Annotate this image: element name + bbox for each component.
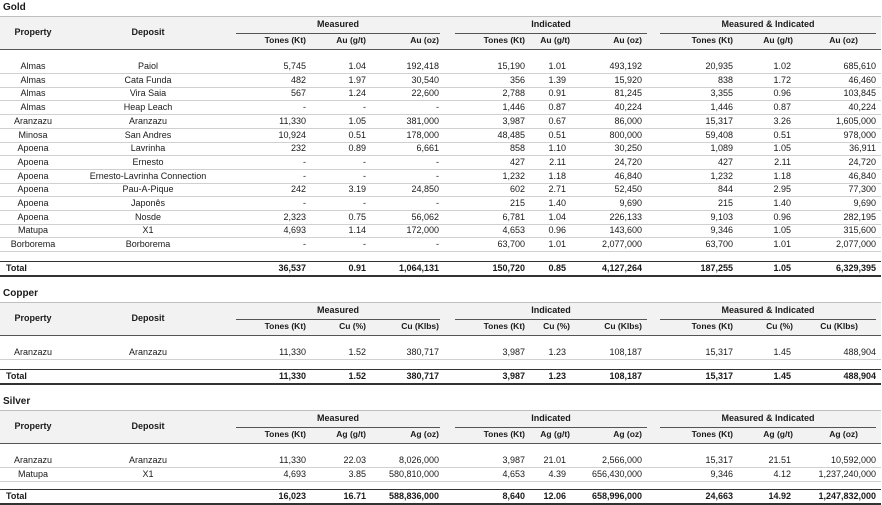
table-cell: 192,418 (406, 61, 439, 71)
total-cell: Total (6, 371, 27, 381)
table-cell: 1,446 (502, 102, 525, 113)
table-cell: 2,077,000 (835, 239, 876, 250)
table-cell: 1.04 (548, 211, 566, 222)
table-cell: 488,904 (843, 347, 876, 357)
table-cell: 282,195 (843, 211, 876, 222)
table-cell: 59,408 (705, 129, 733, 140)
table-cell: - (436, 198, 439, 208)
table-cell: 3.85 (348, 468, 366, 479)
table-cell: Apoena (17, 156, 49, 167)
silver-header-indicated: Indicated (531, 413, 571, 423)
table-cell: X1 (142, 468, 154, 479)
table-cell: 52,450 (614, 184, 642, 195)
total-cell: 3,987 (502, 371, 525, 381)
table-cell: 15,317 (705, 455, 733, 465)
table-cell: Almas (20, 88, 46, 99)
table-cell: 0.89 (348, 143, 366, 154)
gold-title: Gold (3, 2, 26, 13)
total-cell: 588,836,000 (388, 491, 439, 501)
table-cell: - (363, 170, 366, 181)
table-cell: 3,987 (502, 115, 525, 126)
silver-group-rule (660, 427, 876, 428)
table-row (0, 170, 881, 184)
gold-subheader: Tones (Kt) (691, 35, 733, 45)
table-cell: 9,690 (619, 198, 642, 208)
table-cell: 36,911 (849, 143, 876, 154)
gold-header-property: Property (14, 27, 52, 37)
table-row (0, 238, 881, 252)
table-cell: 427 (509, 156, 525, 167)
gold-subheader: Au (oz) (829, 35, 858, 45)
table-cell: 11,330 (279, 455, 306, 465)
table-cell: 380,717 (406, 347, 439, 357)
table-cell: 178,000 (406, 129, 439, 140)
table-cell: 3,355 (710, 88, 733, 99)
table-cell: 6,661 (416, 143, 439, 154)
table-cell: 0.87 (773, 102, 791, 113)
table-row (0, 115, 881, 129)
table-cell: Aranzazu (13, 115, 53, 126)
silver-subheader: Tones (Kt) (264, 429, 306, 439)
table-cell: 800,000 (609, 129, 642, 140)
table-cell: 0.75 (348, 211, 366, 222)
table-cell: 9,346 (710, 468, 733, 479)
table-cell: 11,330 (279, 347, 306, 357)
table-row (0, 211, 881, 225)
table-cell: 8,026,000 (398, 455, 439, 465)
total-cell: 12.06 (543, 491, 566, 501)
table-cell: Almas (20, 61, 46, 71)
table-cell: 1,605,000 (835, 115, 876, 126)
table-cell: 2.95 (773, 184, 791, 195)
table-cell: 844 (717, 184, 733, 195)
gold-subheader: Au (g/t) (540, 35, 570, 45)
table-row (0, 454, 881, 468)
silver-subheader: Ag (g/t) (763, 429, 793, 439)
table-cell: - (436, 156, 439, 167)
total-cell: 1.05 (773, 263, 791, 273)
table-cell: Apoena (17, 184, 49, 195)
table-cell: 11,330 (279, 115, 306, 126)
table-cell: Aranzazu (13, 455, 53, 465)
table-cell: Apoena (17, 143, 49, 154)
silver-subheader: Tones (Kt) (483, 429, 525, 439)
table-cell: 1.18 (548, 170, 566, 181)
copper-subheader: Tones (Kt) (264, 321, 306, 331)
table-cell: X1 (142, 225, 154, 236)
table-cell: 24,720 (848, 156, 876, 167)
table-cell: 427 (717, 156, 733, 167)
table-cell: 20,935 (705, 61, 733, 71)
table-cell: 215 (717, 198, 733, 208)
table-cell: Aranzazu (128, 455, 168, 465)
total-cell: 11,330 (278, 371, 306, 381)
table-cell: 1.40 (548, 198, 566, 208)
silver-subheader: Ag (oz) (829, 429, 858, 439)
table-cell: Vira Saia (129, 88, 167, 99)
silver-header-measured: Measured (316, 413, 360, 423)
silver-total-row (0, 489, 881, 505)
table-cell: 1.05 (773, 225, 791, 236)
table-row (0, 183, 881, 197)
table-cell: 356 (509, 74, 525, 85)
table-cell: 15,190 (497, 61, 525, 71)
table-cell: 4,653 (502, 468, 525, 479)
copper-header-measured: Measured (316, 305, 360, 315)
total-cell: 4,127,264 (601, 263, 642, 273)
table-cell: 2,077,000 (601, 239, 642, 250)
table-cell: - (303, 102, 306, 113)
table-cell: 9,103 (710, 211, 733, 222)
table-cell: 24,720 (614, 156, 642, 167)
table-cell: 1,237,240,000 (818, 468, 876, 479)
table-cell: 3.19 (348, 184, 366, 195)
gold-subheader: Au (g/t) (763, 35, 793, 45)
copper-subheader: Cu (Klbs) (820, 321, 858, 331)
table-cell: - (436, 102, 439, 113)
table-cell: Aranzazu (128, 115, 168, 126)
total-cell: 24,663 (705, 491, 733, 501)
table-cell: 30,540 (411, 74, 439, 85)
total-cell: 6,329,395 (835, 263, 876, 273)
copper-group-rule (455, 319, 647, 320)
table-cell: 0.51 (548, 129, 566, 140)
table-cell: Matupa (17, 225, 49, 236)
table-cell: 493,192 (609, 61, 642, 71)
total-cell: 488,904 (843, 371, 876, 381)
copper-subheader: Cu (%) (766, 321, 793, 331)
table-cell: Minosa (18, 129, 48, 140)
table-cell: - (303, 156, 306, 167)
total-cell: 1,064,131 (398, 263, 439, 273)
table-cell: Almas (20, 102, 46, 113)
table-cell: 30,250 (614, 143, 642, 154)
copper-header-deposit: Deposit (131, 313, 165, 323)
gold-header-deposit: Deposit (131, 27, 165, 37)
table-cell: Heap Leach (123, 102, 173, 113)
table-cell: 1,089 (710, 143, 733, 154)
table-cell: 3.26 (773, 115, 791, 126)
table-cell: 2.11 (549, 156, 566, 167)
table-cell: 1.39 (548, 74, 566, 85)
table-cell: 1.01 (548, 239, 566, 250)
copper-subheader: Tones (Kt) (483, 321, 525, 331)
table-row (0, 346, 881, 360)
table-cell: 10,924 (278, 129, 306, 140)
table-cell: 63,700 (705, 239, 733, 250)
table-row (0, 129, 881, 143)
silver-title: Silver (3, 396, 31, 407)
table-cell: 1.97 (348, 74, 366, 85)
table-cell: 81,245 (614, 88, 642, 99)
table-cell: Paiol (137, 61, 158, 71)
table-cell: Ernesto (132, 156, 164, 167)
table-cell: 4.39 (548, 468, 566, 479)
table-cell: 215 (509, 198, 525, 208)
table-cell: 77,300 (848, 184, 876, 195)
copper-group-rule (660, 319, 876, 320)
table-cell: 1.02 (773, 61, 791, 71)
table-cell: 482 (290, 74, 306, 85)
table-cell: 22.03 (343, 455, 366, 465)
table-cell: 2,566,000 (601, 455, 642, 465)
table-cell: - (363, 239, 366, 250)
table-cell: Ernesto-Lavrinha Connection (89, 170, 207, 181)
gold-subheader: Au (g/t) (336, 35, 366, 45)
table-cell: - (363, 102, 366, 113)
table-cell: 48,485 (497, 129, 525, 140)
table-cell: 1.05 (348, 115, 366, 126)
silver-header-property: Property (14, 421, 52, 431)
copper-subheader: Cu (Klbs) (401, 321, 439, 331)
total-cell: 14.92 (768, 491, 791, 501)
table-cell: 46,840 (848, 170, 876, 181)
table-cell: 3,987 (502, 347, 525, 357)
table-row (0, 142, 881, 156)
table-cell: 1,232 (710, 170, 733, 181)
gold-header-measured: Measured (316, 19, 360, 29)
gold-subheader: Au (oz) (613, 35, 642, 45)
table-cell: 4,693 (283, 468, 306, 479)
copper-header-property: Property (14, 313, 52, 323)
table-cell: Apoena (17, 170, 49, 181)
table-cell: 86,000 (614, 115, 642, 126)
table-cell: Apoena (17, 198, 49, 208)
table-cell: - (303, 239, 306, 250)
gold-subheader: Tones (Kt) (264, 35, 306, 45)
table-cell: 15,317 (705, 347, 733, 357)
table-row (0, 101, 881, 115)
total-cell: 1.52 (348, 371, 366, 381)
table-cell: Almas (20, 74, 46, 85)
gold-group-rule (660, 33, 876, 34)
table-cell: 10,592,000 (830, 455, 876, 465)
table-cell: 1.40 (773, 198, 791, 208)
table-cell: 381,000 (406, 115, 439, 126)
table-cell: 0.91 (548, 88, 566, 99)
table-cell: 0.96 (548, 225, 566, 236)
table-cell: 0.51 (773, 129, 791, 140)
copper-total-row (0, 369, 881, 385)
table-cell: Borborema (125, 239, 171, 250)
table-cell: Japonês (130, 198, 166, 208)
table-cell: 1.72 (773, 74, 791, 85)
total-cell: 16,023 (278, 491, 306, 501)
silver-subheader: Tones (Kt) (691, 429, 733, 439)
table-cell: 315,600 (843, 225, 876, 236)
table-cell: 3,987 (502, 455, 525, 465)
table-cell: 5,745 (283, 61, 306, 71)
silver-subheader: Ag (g/t) (336, 429, 366, 439)
table-cell: 0.96 (773, 211, 791, 222)
table-cell: - (363, 198, 366, 208)
table-cell: 685,610 (843, 61, 876, 71)
table-cell: 4.12 (773, 468, 791, 479)
table-cell: 242 (290, 184, 306, 195)
table-cell: 103,845 (843, 88, 876, 99)
table-cell: 9,346 (710, 225, 733, 236)
table-cell: 0.87 (548, 102, 566, 113)
gold-subheader: Tones (Kt) (483, 35, 525, 45)
total-cell: 1.45 (773, 371, 791, 381)
table-cell: 1.24 (348, 88, 366, 99)
total-cell: Total (6, 263, 27, 273)
total-cell: 1,247,832,000 (818, 491, 876, 501)
table-row (0, 197, 881, 211)
table-cell: 1.05 (773, 143, 791, 154)
gold-group-rule (455, 33, 647, 34)
silver-group-rule (455, 427, 647, 428)
table-cell: 1.52 (348, 347, 366, 357)
silver-subheader: Ag (oz) (410, 429, 439, 439)
table-cell: 2,788 (502, 88, 525, 99)
table-cell: 567 (290, 88, 306, 99)
table-cell: 838 (717, 74, 733, 85)
table-cell: Lavrinha (130, 143, 166, 154)
copper-group-rule (236, 319, 440, 320)
table-cell: 40,224 (614, 102, 642, 113)
table-cell: - (436, 239, 439, 250)
table-cell: 656,430,000 (591, 468, 642, 479)
table-cell: 1.01 (773, 239, 791, 250)
gold-header-mi: Measured & Indicated (721, 19, 815, 29)
total-cell: 0.91 (348, 263, 366, 273)
gold-total-row (0, 261, 881, 277)
silver-subheader: Ag (oz) (613, 429, 642, 439)
table-cell: 108,187 (609, 347, 642, 357)
table-row (0, 87, 881, 101)
table-row (0, 468, 881, 482)
copper-title: Copper (3, 288, 38, 299)
table-cell: Aranzazu (13, 347, 53, 357)
total-cell: 36,537 (278, 263, 306, 273)
table-cell: 232 (290, 143, 306, 154)
table-cell: Cata Funda (124, 74, 172, 85)
table-cell: 1.14 (348, 225, 366, 236)
copper-subheader: Cu (Klbs) (604, 321, 642, 331)
table-cell: Apoena (17, 211, 49, 222)
table-cell: 1.10 (548, 143, 566, 154)
table-cell: 46,460 (848, 74, 876, 85)
table-cell: 1.04 (348, 61, 366, 71)
silver-header-deposit: Deposit (131, 421, 165, 431)
table-cell: - (436, 170, 439, 181)
total-cell: Total (6, 491, 27, 501)
table-cell: Borborema (10, 239, 56, 250)
table-cell: 63,700 (497, 239, 525, 250)
table-cell: 978,000 (843, 129, 876, 140)
total-cell: 15,317 (705, 371, 733, 381)
gold-group-rule (236, 33, 440, 34)
total-cell: 380,717 (406, 371, 439, 381)
table-row (0, 60, 881, 74)
table-cell: 172,000 (406, 225, 439, 236)
table-cell: 24,850 (411, 184, 439, 195)
table-cell: 1.01 (548, 61, 566, 71)
copper-subheader: Tones (Kt) (691, 321, 733, 331)
table-cell: 858 (509, 143, 525, 154)
table-cell: 15,317 (705, 115, 733, 126)
table-cell: 226,133 (609, 211, 642, 222)
table-cell: 4,653 (502, 225, 525, 236)
silver-group-rule (236, 427, 440, 428)
table-cell: Nosde (134, 211, 161, 222)
gold-subheader: Au (oz) (410, 35, 439, 45)
table-cell: Matupa (17, 468, 49, 479)
table-cell: 9,690 (853, 198, 876, 208)
table-cell: - (303, 198, 306, 208)
table-cell: 0.96 (773, 88, 791, 99)
silver-header-mi: Measured & Indicated (721, 413, 815, 423)
copper-subheader: Cu (%) (543, 321, 570, 331)
table-cell: 56,062 (411, 211, 439, 222)
gold-header-indicated: Indicated (531, 19, 571, 29)
copper-header-indicated: Indicated (531, 305, 571, 315)
table-cell: 15,920 (614, 74, 642, 85)
table-cell: 21.51 (768, 455, 791, 465)
table-cell: 6,781 (502, 211, 525, 222)
table-cell: 143,600 (609, 225, 642, 236)
table-cell: - (363, 156, 366, 167)
total-cell: 1.23 (548, 371, 566, 381)
table-cell: 4,693 (283, 225, 306, 236)
total-cell: 8,640 (502, 491, 525, 501)
table-row (0, 224, 881, 238)
table-cell: 580,810,000 (388, 468, 439, 479)
table-cell: 1.23 (548, 347, 566, 357)
total-cell: 108,187 (609, 371, 642, 381)
table-cell: Pau-A-Pique (122, 184, 174, 195)
total-cell: 150,720 (492, 263, 525, 273)
table-row (0, 74, 881, 88)
table-cell: 602 (509, 184, 525, 195)
table-cell: San Andres (124, 129, 172, 140)
table-cell: 1.18 (773, 170, 791, 181)
table-cell: 40,224 (848, 102, 876, 113)
table-cell: 1,232 (502, 170, 525, 181)
total-cell: 0.85 (548, 263, 566, 273)
table-cell: 2.11 (774, 156, 791, 167)
total-cell: 187,255 (700, 263, 733, 273)
table-cell: 2,323 (283, 211, 306, 222)
table-cell: 22,600 (411, 88, 439, 99)
table-cell: 0.67 (548, 115, 566, 126)
table-cell: 21.01 (543, 455, 566, 465)
table-cell: 46,840 (614, 170, 642, 181)
total-cell: 16.71 (343, 491, 366, 501)
table-cell: 0.51 (348, 129, 366, 140)
table-row (0, 156, 881, 170)
copper-subheader: Cu (%) (339, 321, 366, 331)
total-cell: 658,996,000 (591, 491, 642, 501)
table-cell: Aranzazu (128, 347, 168, 357)
table-cell: 2.71 (548, 184, 566, 195)
copper-header-mi: Measured & Indicated (721, 305, 815, 315)
silver-subheader: Ag (g/t) (540, 429, 570, 439)
table-cell: 1.45 (773, 347, 791, 357)
table-cell: - (303, 170, 306, 181)
table-cell: 1,446 (710, 102, 733, 113)
